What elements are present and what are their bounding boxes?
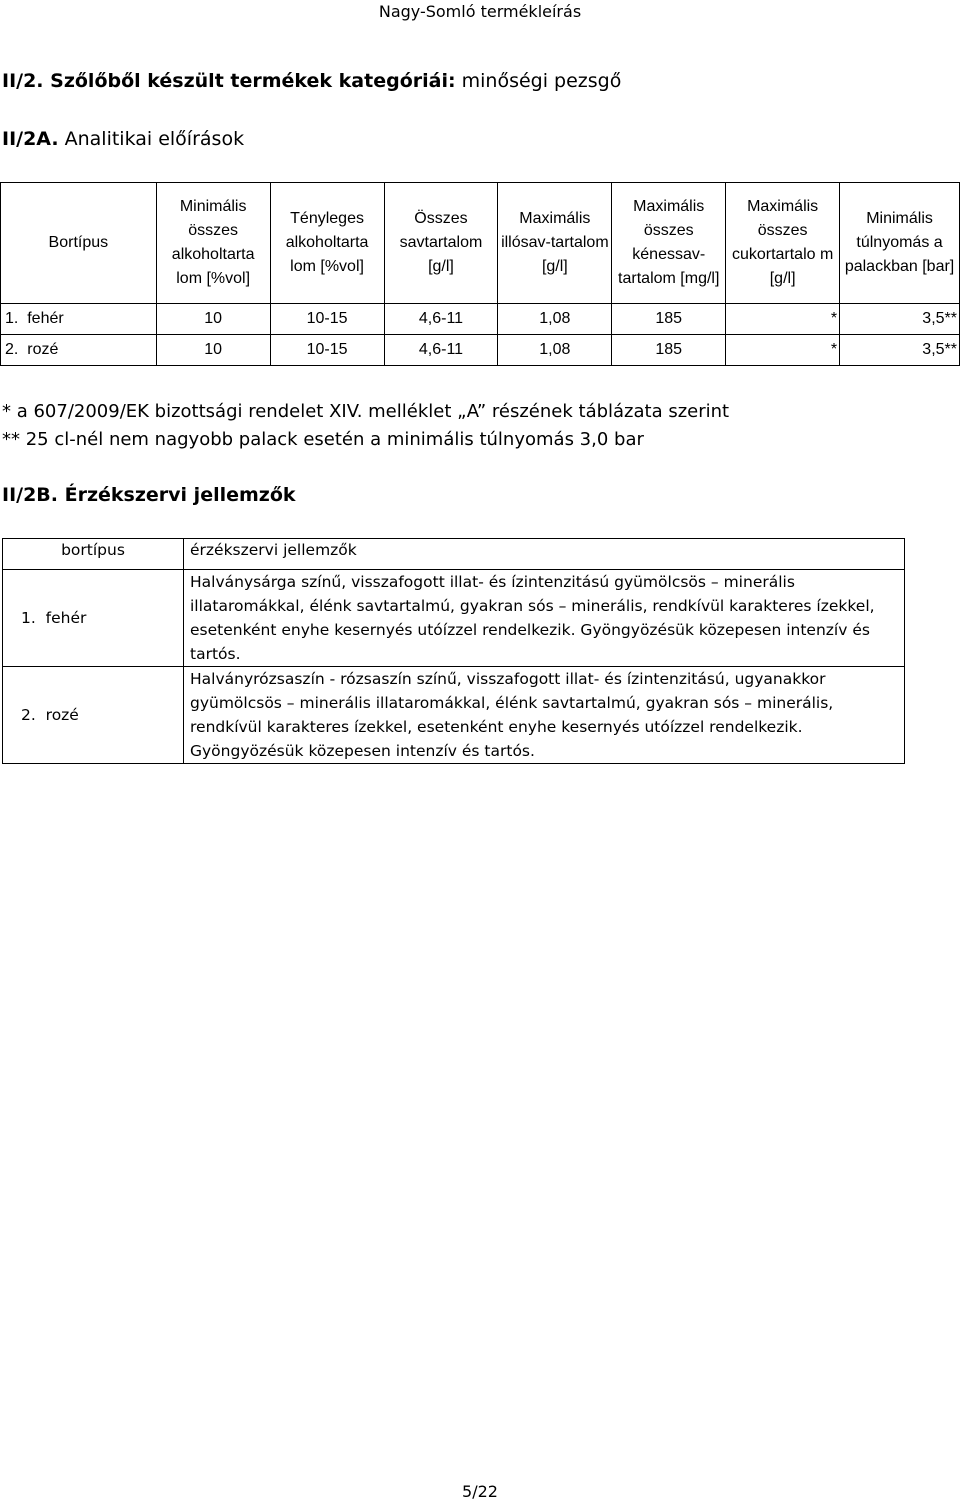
wine-type-cell: [3, 667, 184, 764]
header-characteristics: érzékszervi jellemzők: [184, 539, 905, 570]
min-alcohol-cell: 10: [156, 304, 270, 335]
wine-type-name: rozé: [27, 341, 59, 358]
sugar-cell: *: [726, 335, 840, 366]
volatile-acid-cell: 1,08: [498, 304, 612, 335]
wine-type-cell: [1, 335, 157, 366]
table-row: [1, 335, 960, 366]
wine-type-cell: [3, 570, 184, 667]
header-sulfur: Maximális összes kénessav-tartalom [mg/l]: [612, 183, 726, 304]
row-number: 2.: [5, 341, 19, 358]
volatile-acid-cell: 1,08: [498, 335, 612, 366]
section-title-rest: minőségi pezsgő: [455, 70, 622, 92]
sugar-cell: *: [726, 304, 840, 335]
header-actual-alcohol: Tényleges alkoholtarta lom [%vol]: [270, 183, 384, 304]
page-number: 5/22: [462, 1482, 498, 1501]
row-number: 1.: [21, 609, 36, 627]
section-title-bold: II/2. Szőlőből készült termékek kategóriái:: [2, 70, 456, 92]
actual-alcohol-cell: 10-15: [270, 335, 384, 366]
pressure-cell: 3,5**: [840, 304, 960, 335]
total-acid-cell: 4,6-11: [384, 304, 498, 335]
row-number: 1.: [5, 310, 19, 327]
header-total-acid: Összes savtartalom [g/l]: [384, 183, 498, 304]
subsection-a-bold: II/2A.: [2, 128, 59, 150]
sensory-header-row: [3, 539, 905, 570]
header-sugar: Maximális összes cukortartalo m [g/l]: [726, 183, 840, 304]
subsection-b-title: II/2B. Érzékszervi jellemzők: [2, 484, 296, 506]
subsection-a-rest: Analitikai előírások: [58, 128, 245, 150]
page-header: Nagy-Somló termékleírás: [378, 2, 582, 21]
header-bortipus: bortípus: [3, 539, 184, 570]
table-row: [3, 667, 905, 764]
sensory-table: [2, 538, 905, 764]
footnote-2: ** 25 cl-nél nem nagyobb palack esetén a minimális túlnyomás 3,0 bar: [2, 429, 644, 450]
pressure-cell: 3,5**: [840, 335, 960, 366]
min-alcohol-cell: 10: [156, 335, 270, 366]
header-min-alcohol: Minimális összes alkoholtarta lom [%vol]: [156, 183, 270, 304]
sulfur-cell: 185: [612, 335, 726, 366]
sensory-description: Halványsárga színű, visszafogott illat- és ízintenzitású gyümölcsös – minerális illataromákkal, élénk savtartalmú, gyakran sós – minerális, rendkívül karakteres ízekkel, esetenként enyhe kesernyés utóízzel rendelkezik. Gyöngyözésük közepesen intenzív és tartós.: [184, 570, 905, 667]
wine-type-name: fehér: [27, 310, 64, 327]
wine-type-name: fehér: [45, 609, 87, 627]
subsection-a-title: [2, 128, 244, 150]
footnote-1: * a 607/2009/EK bizottsági rendelet XIV. melléklet „A” részének táblázata szerint: [2, 401, 730, 422]
header-volatile-acid: Maximális illósav-tartalom [g/l]: [498, 183, 612, 304]
analytic-table: [0, 182, 960, 366]
table-row: [3, 570, 905, 667]
actual-alcohol-cell: 10-15: [270, 304, 384, 335]
row-number: 2.: [21, 706, 36, 724]
wine-type-cell: [1, 304, 157, 335]
table-row: [1, 304, 960, 335]
total-acid-cell: 4,6-11: [384, 335, 498, 366]
footnotes: [2, 398, 729, 454]
header-bortipus: Bortípus: [1, 183, 157, 304]
wine-type-name: rozé: [45, 706, 79, 724]
analytic-header-row: [1, 183, 960, 304]
sensory-description: Halványrózsaszín - rózsaszín színű, visszafogott illat- és ízintenzitású, ugyanakkor gyümölcsös – minerális illataromákkal, élénk savtartalmú, gyakran sós – minerális, rendkívül karakteres ízekkel, esetenként enyhe kesernyés utóízzel rendelkezik. Gyöngyözésük közepesen intenzív és tartós.: [184, 667, 905, 764]
sulfur-cell: 185: [612, 304, 726, 335]
section-title: [2, 70, 621, 92]
header-pressure: Minimális túlnyomás a palackban [bar]: [840, 183, 960, 304]
